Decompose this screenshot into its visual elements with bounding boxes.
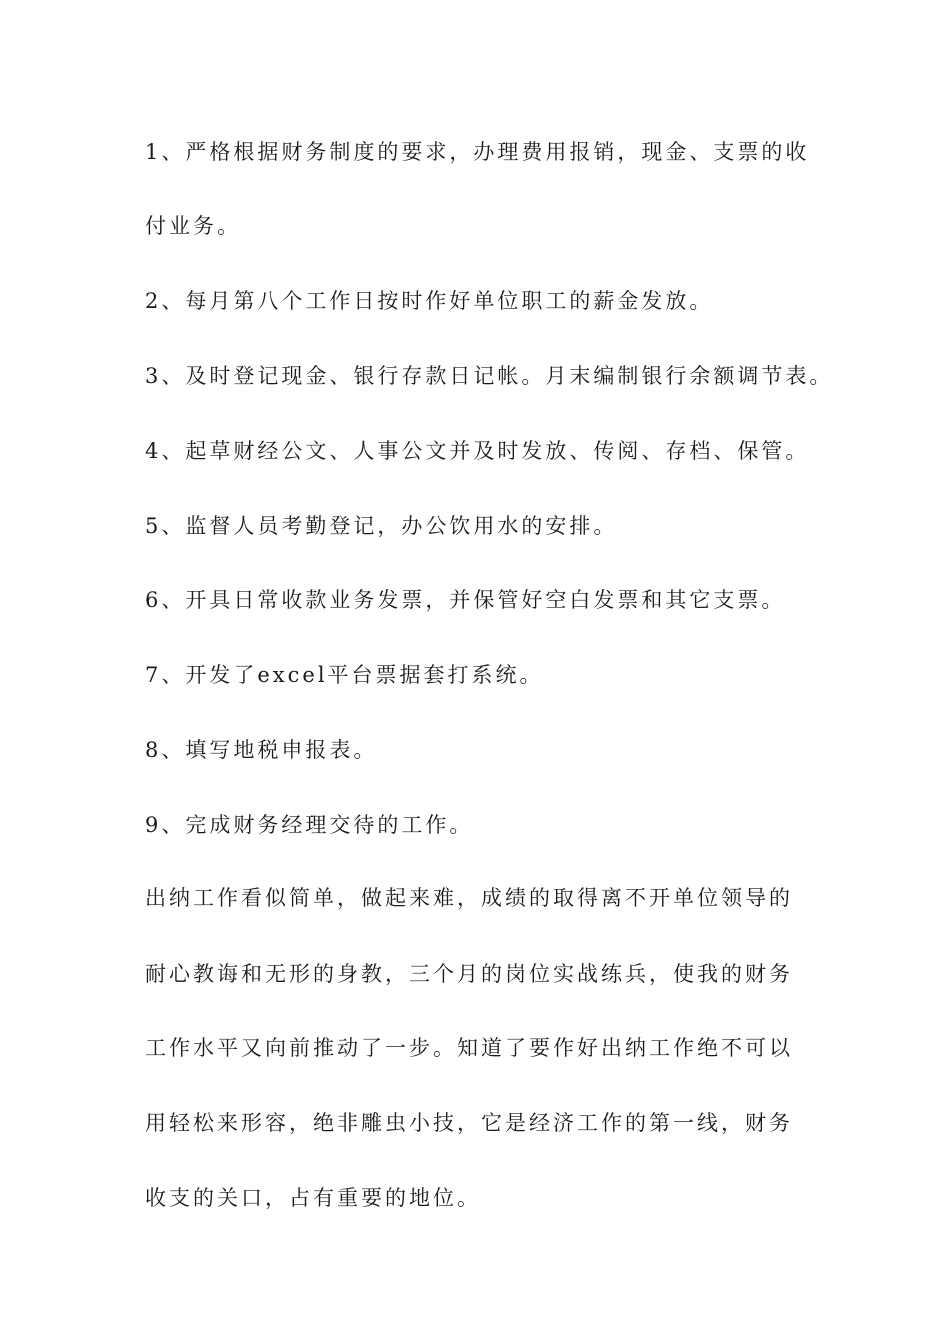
list-item-2: 2、每月第八个工作日按时作好单位职工的薪金发放。: [145, 289, 714, 313]
list-item-8: 8、填写地税申报表。: [145, 738, 378, 762]
list-item-7: 7、开发了excel平台票据套打系统。: [145, 663, 544, 687]
paragraph-line-3: 工作水平又向前推动了一步。知道了要作好出纳工作绝不可以: [145, 1036, 793, 1060]
list-item-1-line-1: 1、严格根据财务制度的要求，办理费用报销，现金、支票的收: [145, 140, 810, 164]
list-item-3: 3、及时登记现金、银行存款日记帐。月末编制银行余额调节表。: [145, 364, 834, 388]
list-item-4: 4、起草财经公文、人事公文并及时发放、传阅、存档、保管。: [145, 439, 810, 463]
list-item-1-line-2: 付业务。: [145, 214, 241, 238]
paragraph-line-2: 耐心教诲和无形的身教，三个月的岗位实战练兵，使我的财务: [145, 962, 793, 986]
list-item-5: 5、监督人员考勤登记，办公饮用水的安排。: [145, 514, 618, 538]
paragraph-line-4: 用轻松来形容，绝非雕虫小技，它是经济工作的第一线，财务: [145, 1111, 793, 1135]
list-item-9: 9、完成财务经理交待的工作。: [145, 813, 474, 837]
paragraph-line-5: 收支的关口，占有重要的地位。: [145, 1186, 481, 1210]
paragraph-line-1: 出纳工作看似简单，做起来难，成绩的取得离不开单位领导的: [145, 886, 793, 910]
list-item-6: 6、开具日常收款业务发票，并保管好空白发票和其它支票。: [145, 588, 786, 612]
